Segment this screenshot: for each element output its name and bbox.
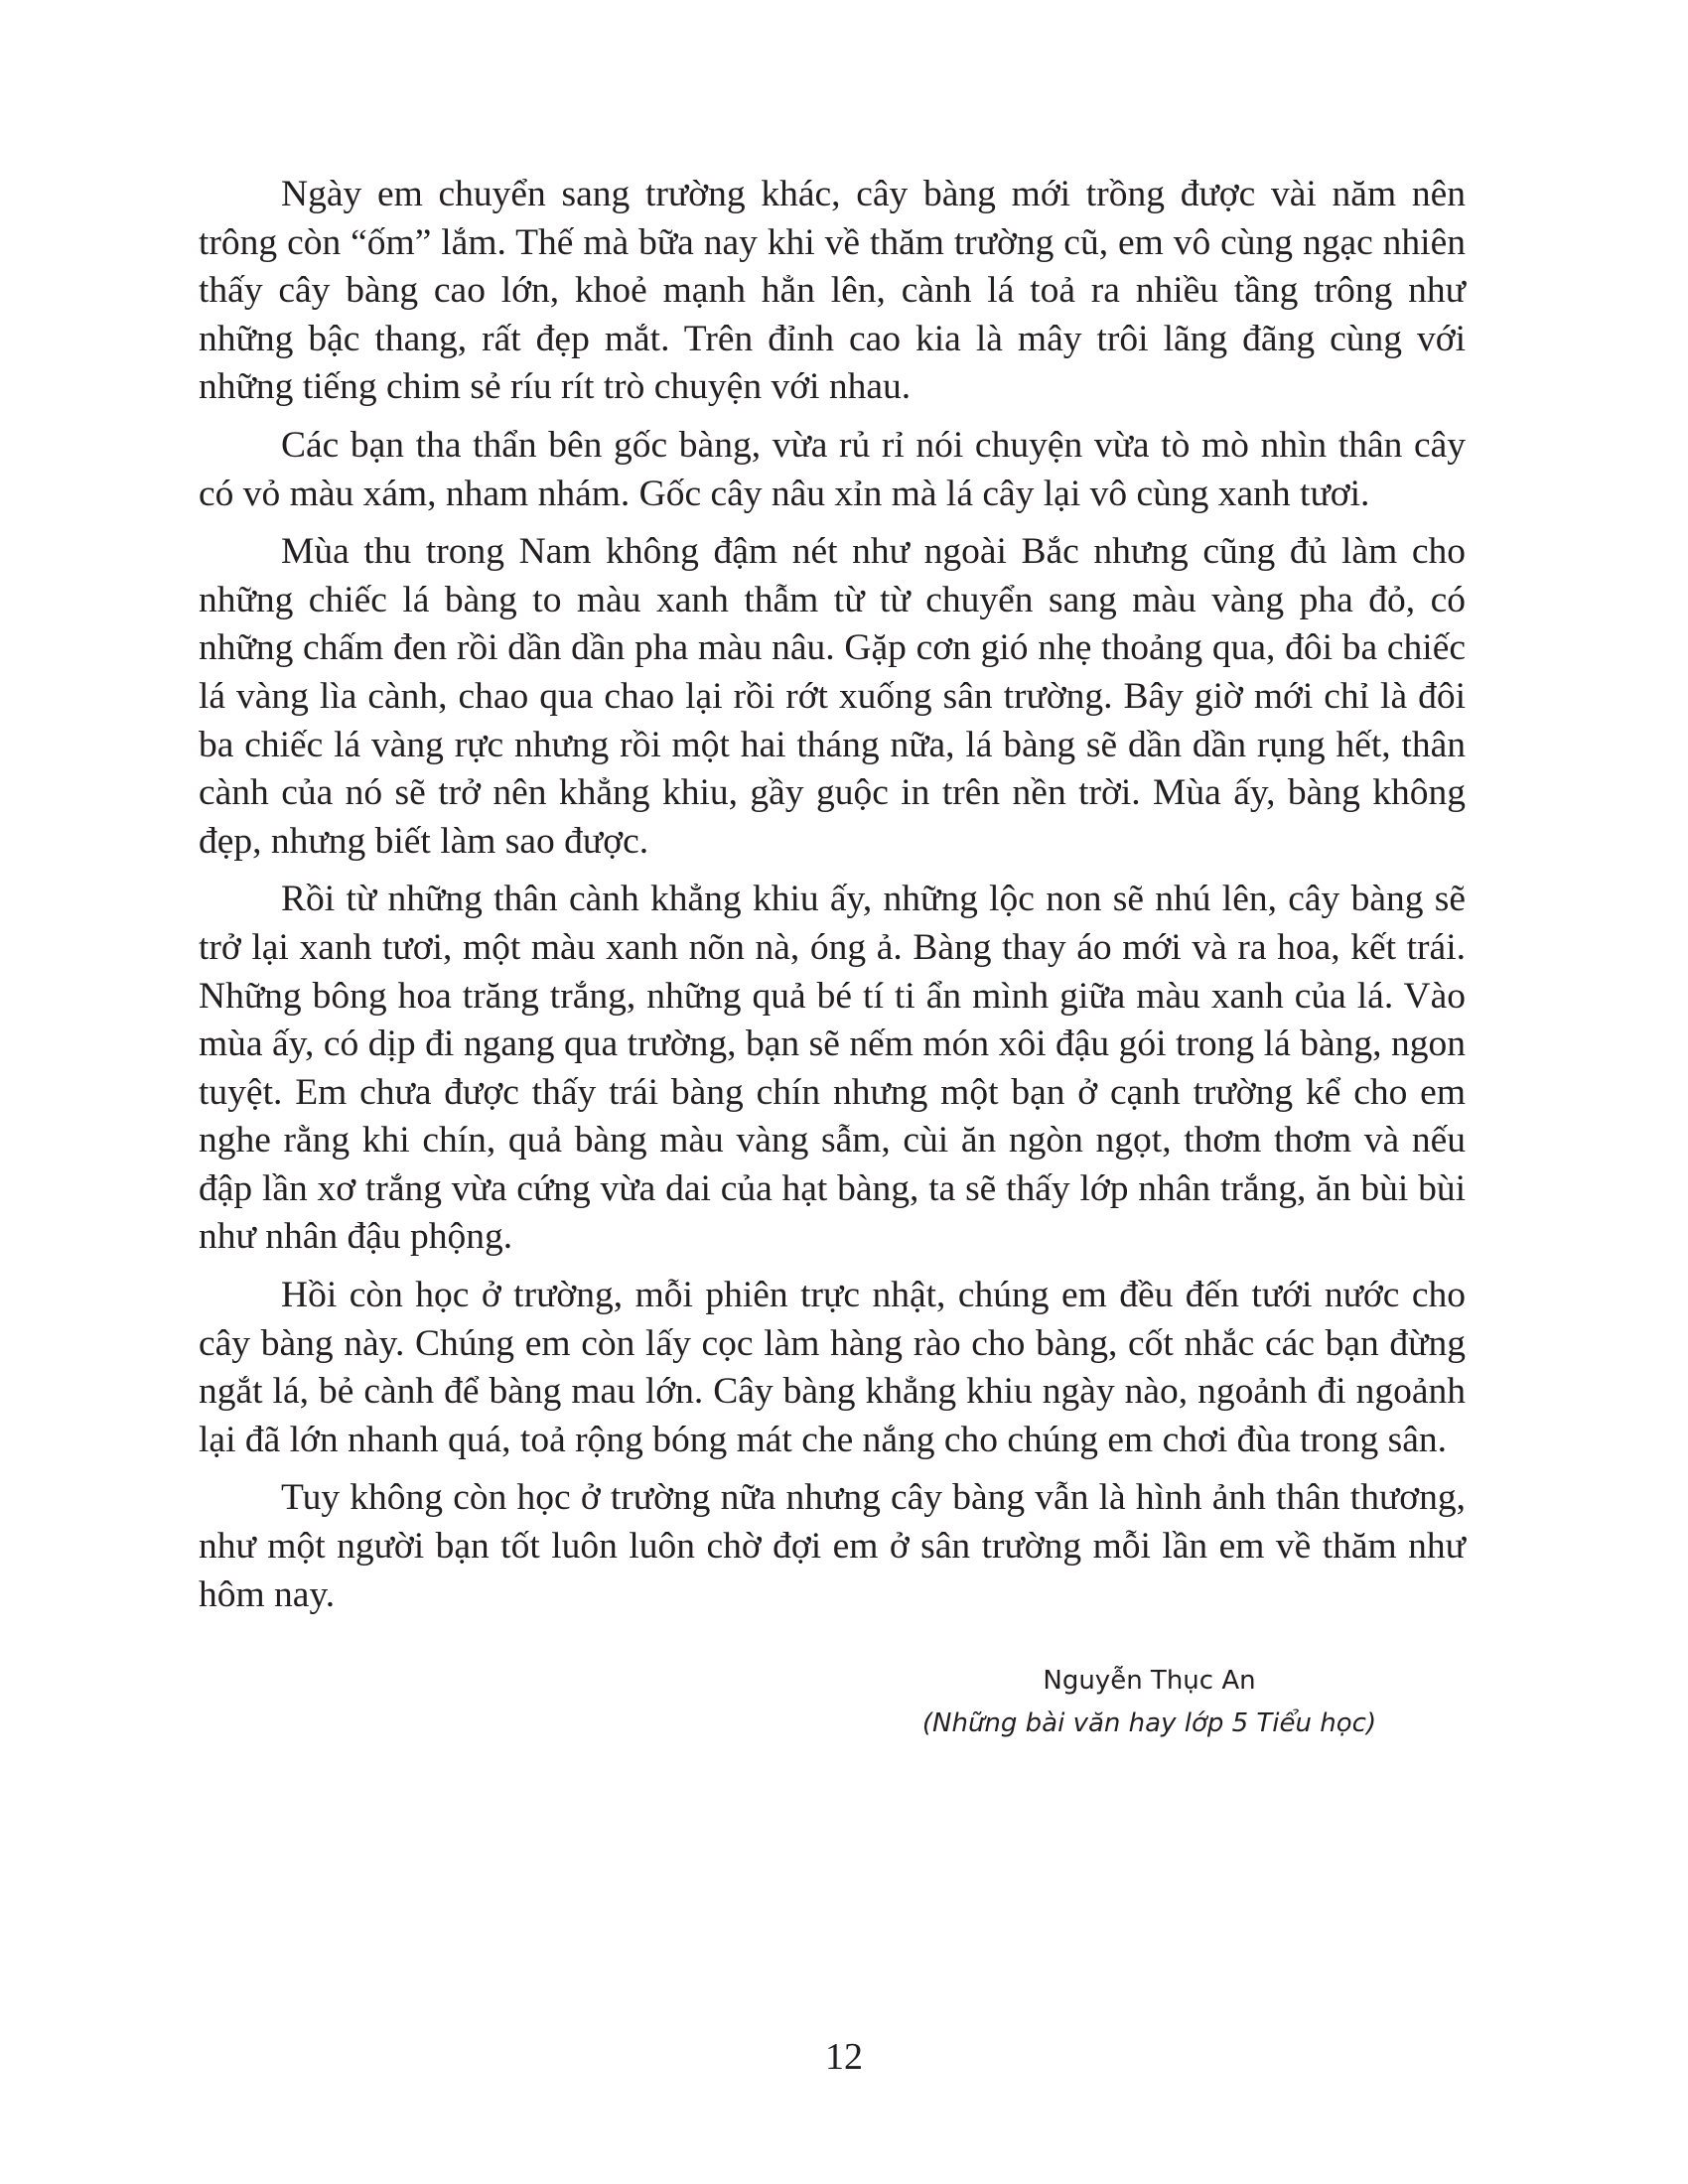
paragraph-2: Các bạn tha thẩn bên gốc bàng, vừa rủ rỉ nói chuyện vừa tò mò nhìn thân cây có vỏ màu xám, nham nhám. Gốc cây nâu xỉn mà lá cây lại vô cùng xanh tươi.: [199, 424, 1466, 514]
paragraph-3: Mùa thu trong Nam không đậm nét như ngoài Bắc nhưng cũng đủ làm cho những chiếc lá bàng to màu xanh thẫm từ từ chuyển sang màu vàng pha đỏ, có những chấm đen rồi dần dần pha màu nâu. Gặp cơn gió nhẹ thoảng qua, đôi ba chiếc lá vàng lìa cành, chao qua chao lại rồi rớt xuống sân trường. Bây giờ mới chỉ là đôi ba chiếc lá vàng rực nhưng rồi một hai tháng nữa, lá bàng sẽ dần dần rụng hết, thân cành của nó sẽ trở nên khẳng khiu, gầy guộc in trên nền trời. Mùa ấy, bàng không đẹp, nhưng biết làm sao được.: [199, 531, 1466, 862]
author-name: Nguyễn Thục An: [1043, 1666, 1256, 1696]
source-citation: (Những bài văn hay lớp 5 Tiểu học): [921, 1708, 1377, 1738]
paragraph-1: Ngày em chuyển sang trường khác, cây bàng mới trồng được vài năm nên trông còn “ốm” lắm. Thế mà bữa nay khi về thăm trường cũ, em vô cùng ngạc nhiên thấy cây bàng cao lớn, khoẻ mạnh hẳn lên, cành lá toả ra nhiều tầng trông như những bậc thang, rất đẹp mắt. Trên đỉnh cao kia là mây trôi lãng đãng cùng với những tiếng chim sẻ ríu rít trò chuyện với nhau.: [199, 174, 1466, 408]
paragraph-6: Tuy không còn học ở trường nữa nhưng cây bàng vẫn là hình ảnh thân thương, như một người bạn tốt luôn luôn chờ đợi em ở sân trường mỗi lần em về thăm như hôm nay.: [199, 1477, 1466, 1615]
paragraph-4: Rồi từ những thân cành khẳng khiu ấy, những lộc non sẽ nhú lên, cây bàng sẽ trở lại xanh tươi, một màu xanh nõn nà, óng ả. Bàng thay áo mới và ra hoa, kết trái. Những bông hoa trăng trắng, những quả bé tí ti ẩn mình giữa màu xanh của lá. Vào mùa ấy, có dịp đi ngang qua trường, bạn sẽ nếm món xôi đậu gói trong lá bàng, ngon tuyệt. Em chưa được thấy trái bàng chín nhưng một bạn ở cạnh trường kể cho em nghe rằng khi chín, quả bàng màu vàng sẫm, cùi ăn ngòn ngọt, thơm thơm và nếu đập lần xơ trắng vừa cứng vừa dai của hạt bàng, ta sẽ thấy lớp nhân trắng, ăn bùi bùi như nhân đậu phộng.: [199, 879, 1466, 1258]
page-number: 12: [825, 2036, 863, 2078]
essay-body: [199, 171, 1466, 1629]
paragraph-5: Hồi còn học ở trường, mỗi phiên trực nhật, chúng em đều đến tưới nước cho cây bàng này. Chúng em còn lấy cọc làm hàng rào cho bàng, cốt nhắc các bạn đừng ngắt lá, bẻ cành để bàng mau lớn. Cây bàng khẳng khiu ngày nào, ngoảnh đi ngoảnh lại đã lớn nhanh quá, toả rộng bóng mát che nắng cho chúng em chơi đùa trong sân.: [199, 1275, 1466, 1460]
